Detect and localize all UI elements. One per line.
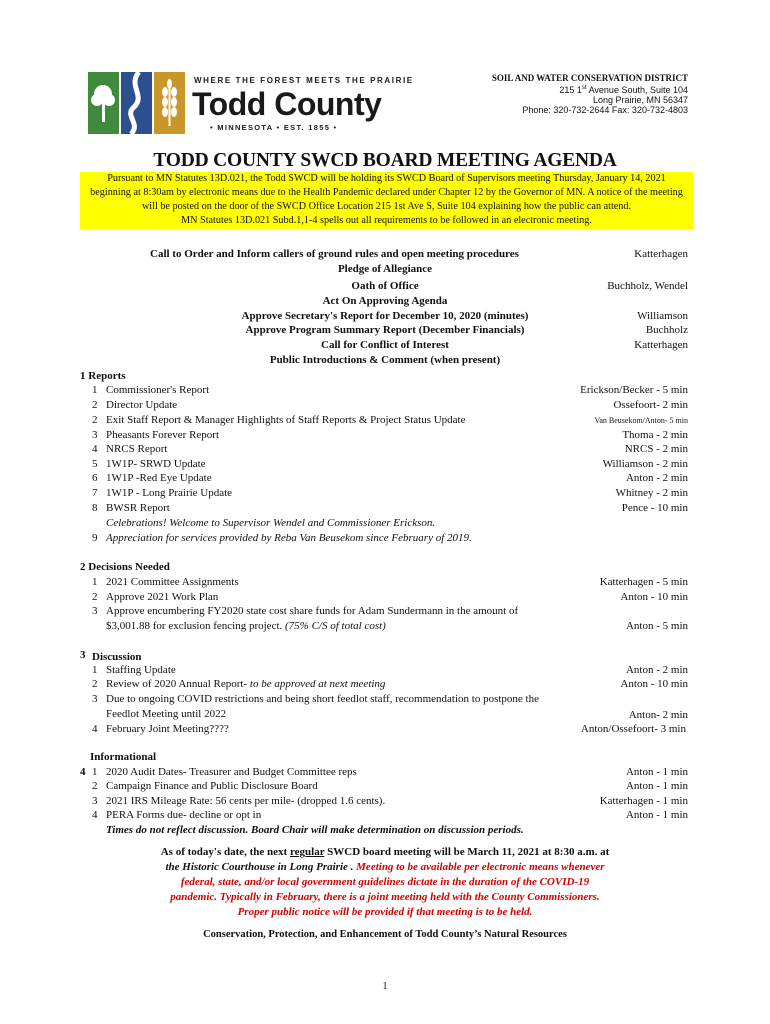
wheat-icon bbox=[154, 72, 185, 134]
todd-county-logo bbox=[88, 72, 414, 138]
mission-statement: Conservation, Protection, and Enhancement of Todd County’s Natural Resources bbox=[203, 929, 567, 940]
item-number: 1 bbox=[92, 384, 98, 396]
opening-item: Oath of Office bbox=[351, 280, 419, 292]
item-number: 2 bbox=[92, 399, 98, 411]
item-number: 1 bbox=[92, 766, 98, 778]
covid-note-line: pandemic. Typically in February, there is a joint meeting held with the County Commissioners. bbox=[170, 891, 600, 903]
river-icon bbox=[121, 72, 152, 134]
covid-note-line: Proper public notice will be provided if that meeting is to be held. bbox=[237, 906, 533, 918]
page-number: 1 bbox=[382, 981, 388, 992]
item-number: 1 bbox=[92, 576, 98, 588]
item-number: 8 bbox=[92, 502, 98, 514]
presenter: Williamson - 2 min bbox=[602, 458, 688, 470]
agenda-item: Commissioner's Report bbox=[106, 384, 210, 396]
item-number: 3 bbox=[92, 429, 98, 441]
presenter: Van Beusekom/Anton- 5 min bbox=[594, 416, 688, 425]
address-block bbox=[492, 73, 688, 115]
section-heading-informational: Informational bbox=[90, 751, 156, 763]
presenter: Katterhagen bbox=[634, 339, 688, 351]
item-number: 2 bbox=[92, 678, 98, 690]
presenter: Anton- 2 min bbox=[628, 709, 688, 721]
next-meeting-line: As of today's date, the next regular SWCD board meeting will be March 11, 2021 at 8:30 a.m. at bbox=[160, 846, 610, 858]
item-number: 1 bbox=[92, 664, 98, 676]
appreciation-note: Appreciation for services provided by Reba Van Beusekom since February of 2019. bbox=[106, 532, 472, 544]
item-number: 3 bbox=[92, 605, 98, 617]
agenda-item: Due to ongoing COVID restrictions and being short feedlot staff, recommendation to postpone the bbox=[106, 693, 539, 705]
district-name: SOIL AND WATER CONSERVATION DISTRICT bbox=[491, 73, 688, 83]
cost-share-note: (75% C/S of total cost) bbox=[285, 620, 386, 632]
next-meeting-line: the Historic Courthouse in Long Prairie . Meeting to be available per electronic means whenever bbox=[165, 861, 605, 873]
agenda-item: 2021 Committee Assignments bbox=[106, 576, 239, 588]
presenter: Buchholz bbox=[645, 324, 688, 336]
page-title: TODD COUNTY SWCD BOARD MEETING AGENDA bbox=[153, 150, 617, 171]
agenda-item: BWSR Report bbox=[106, 502, 170, 514]
address-line-2: Long Prairie, MN 56347 bbox=[592, 95, 688, 105]
presenter: Ossefoort- 2 min bbox=[613, 399, 688, 411]
section-number: 4 bbox=[80, 766, 86, 778]
item-number: 3 bbox=[92, 693, 98, 705]
agenda-item: 1W1P - Long Prairie Update bbox=[106, 487, 233, 499]
opening-item: Pledge of Allegiance bbox=[337, 263, 433, 275]
item-number: 3 bbox=[92, 795, 98, 807]
presenter: Anton - 1 min bbox=[625, 780, 688, 792]
section-number: 3 bbox=[80, 649, 86, 661]
times-footnote: Times do not reflect discussion. Board Chair will make determination on discussion periods. bbox=[106, 824, 524, 836]
item-number: 4 bbox=[92, 723, 98, 735]
agenda-item-continued: $3,001.88 for exclusion fencing project. (75% C/S of total cost) bbox=[106, 620, 386, 632]
opening-item: Public Introductions & Comment (when present) bbox=[269, 354, 501, 366]
presenter: Katterhagen - 1 min bbox=[599, 795, 688, 807]
opening-item: Call to Order and Inform callers of ground rules and open meeting procedures bbox=[150, 248, 519, 260]
presenter: Anton - 10 min bbox=[620, 678, 688, 690]
address-line-1: 215 1st Avenue South, Suite 104 bbox=[559, 85, 688, 95]
agenda-item: Campaign Finance and Public Disclosure Board bbox=[106, 780, 318, 792]
item-number: 2 bbox=[92, 591, 98, 603]
presenter: Whitney - 2 min bbox=[615, 487, 688, 499]
agenda-item: Approve 2021 Work Plan bbox=[106, 591, 219, 603]
presenter: Williamson bbox=[637, 310, 688, 322]
presenter: Anton - 5 min bbox=[625, 620, 688, 632]
agenda-item: Pheasants Forever Report bbox=[106, 429, 220, 441]
agenda-item: 1W1P- SRWD Update bbox=[106, 458, 206, 470]
item-number: 7 bbox=[92, 487, 98, 499]
notice-line: beginning at 8:30am by electronic means due to the Health Pandemic declared under Chapter 12 by the Governor of MN. A notice of the meeting bbox=[90, 187, 683, 198]
notice-line: will be posted on the door of the SWCD Office Location 215 1st Ave S, Suite 104 explaining how the public can attend. bbox=[141, 201, 632, 212]
presenter: Anton - 2 min bbox=[625, 472, 688, 484]
phone-fax: Phone: 320-732-2644 Fax: 320-732-4803 bbox=[522, 105, 688, 115]
opening-item: Approve Program Summary Report (December Financials) bbox=[245, 324, 525, 336]
agenda-item: Director Update bbox=[106, 399, 178, 411]
presenter: Anton/Ossefoort- 3 min bbox=[580, 723, 686, 735]
opening-item: Approve Secretary's Report for December 10, 2020 (minutes) bbox=[241, 310, 529, 322]
item-number: 6 bbox=[92, 472, 98, 484]
agenda-item: 2021 IRS Mileage Rate: 56 cents per mile- (dropped 1.6 cents). bbox=[106, 795, 386, 807]
item-number: 2 bbox=[92, 414, 98, 426]
presenter: Thoma - 2 min bbox=[622, 429, 688, 441]
item-number: 4 bbox=[92, 809, 98, 821]
item-number: 5 bbox=[92, 458, 98, 470]
logo-tagline: WHERE THE FOREST MEETS THE PRAIRIE bbox=[194, 76, 414, 85]
section-heading-reports: 1 Reports bbox=[80, 370, 126, 382]
opening-item: Call for Conflict of Interest bbox=[321, 339, 449, 351]
agenda-item: Staffing Update bbox=[106, 664, 176, 676]
agenda-item-continued: Feedlot Meeting until 2022 bbox=[106, 708, 227, 720]
tree-icon bbox=[88, 72, 119, 134]
agenda-item: Review of 2020 Annual Report- to be approved at next meeting bbox=[106, 678, 386, 690]
logo-subtitle: • MINNESOTA • EST. 1855 • bbox=[210, 123, 338, 132]
item-number: 9 bbox=[92, 532, 98, 544]
item-number: 2 bbox=[92, 780, 98, 792]
presenter: Pence - 10 min bbox=[621, 502, 688, 514]
opening-item: Act On Approving Agenda bbox=[322, 295, 448, 307]
presenter: Katterhagen bbox=[634, 248, 688, 260]
notice-line: MN Statutes 13D.021 Subd.1,1-4 spells out all requirements to be followed in an electronic meeting. bbox=[181, 215, 592, 226]
item-number: 4 bbox=[92, 443, 98, 455]
agenda-item: NRCS Report bbox=[106, 443, 168, 455]
presenter: Anton - 1 min bbox=[625, 766, 688, 778]
section-heading-decisions: 2 Decisions Needed bbox=[80, 561, 170, 573]
agenda-item: Approve encumbering FY2020 state cost share funds for Adam Sundermann in the amount of bbox=[106, 605, 519, 617]
agenda-item: February Joint Meeting???? bbox=[106, 723, 229, 735]
presenter: Anton - 10 min bbox=[620, 591, 688, 603]
presenter: Buchholz, Wendel bbox=[607, 280, 688, 292]
agenda-item: Exit Staff Report & Manager Highlights of Staff Reports & Project Status Update bbox=[106, 414, 466, 426]
logo-name: Todd County bbox=[192, 86, 382, 122]
presenter: Erickson/Becker - 5 min bbox=[580, 384, 688, 396]
notice-line: Pursuant to MN Statutes 13D.021, the Todd SWCD will be holding its SWCD Board of Supervisors meeting Thursday, January 14, 2021 bbox=[107, 173, 666, 184]
section-heading-discussion: Discussion bbox=[92, 651, 142, 663]
agenda-item: 2020 Audit Dates- Treasurer and Budget Committee reps bbox=[106, 766, 357, 778]
agenda-item: PERA Forms due- decline or opt in bbox=[106, 809, 262, 821]
presenter: NRCS - 2 min bbox=[624, 443, 688, 455]
presenter: Anton - 2 min bbox=[625, 664, 688, 676]
presenter: Katterhagen - 5 min bbox=[599, 576, 688, 588]
electronic-meeting-notice bbox=[80, 172, 693, 229]
agenda-item: 1W1P -Red Eye Update bbox=[106, 472, 212, 484]
presenter: Anton - 1 min bbox=[625, 809, 688, 821]
celebrations-note: Celebrations! Welcome to Supervisor Wendel and Commissioner Erickson. bbox=[106, 517, 436, 529]
covid-note-line: federal, state, and/or local government guidelines dictate in the duration of the COVID-19 bbox=[180, 876, 590, 888]
annual-report-note: to be approved at next meeting bbox=[247, 678, 386, 690]
